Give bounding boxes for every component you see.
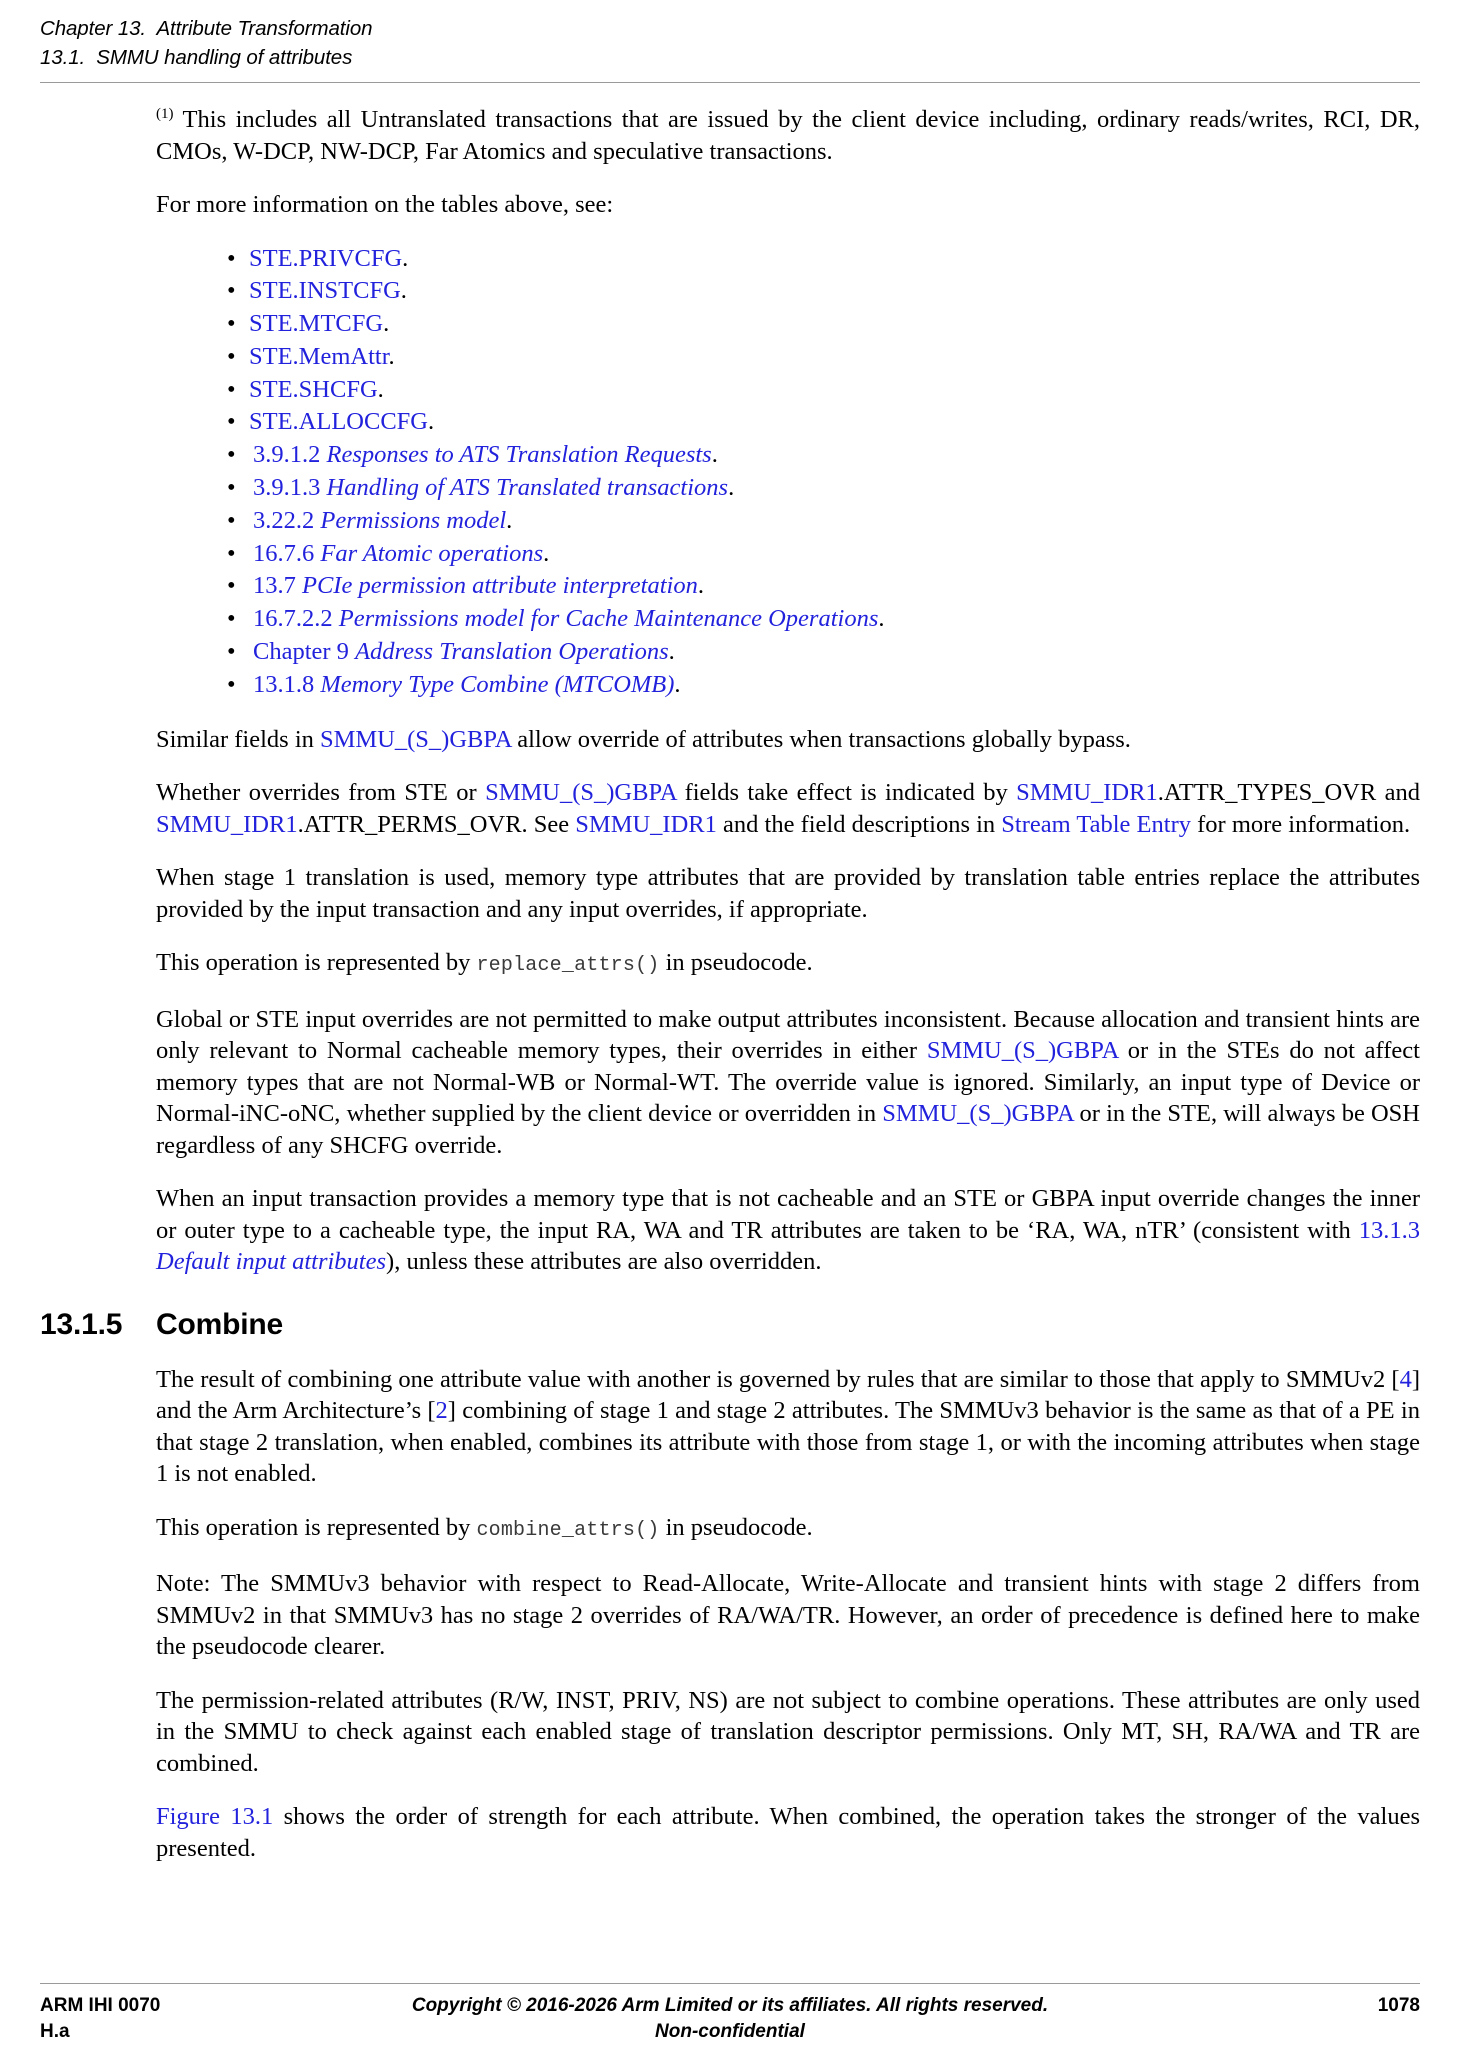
running-header [40, 14, 1420, 72]
list-item-suffix: . [377, 375, 384, 403]
text-segment: shows the order of strength for each attribute. When combined, the operation takes the stronger of the values presented. [156, 1803, 1421, 1862]
list-item-number[interactable]: 3.9.1.3 [253, 474, 321, 502]
text-segment: in pseudocode. [659, 949, 813, 977]
permission-attributes-paragraph: The permission-related attributes (R/W, INST, PRIV, NS) are not subject to combine operations. These attributes are only used in the SMMU to check against each enabled stage of translation descriptor permissions. Only MT, SH, RA/WA and TR are combined. [156, 1686, 1420, 1777]
list-item-title[interactable]: Responses to ATS Translation Requests [326, 441, 712, 469]
list-item-title[interactable]: Memory Type Combine (MTCOMB) [320, 670, 675, 698]
list-item-suffix: . [878, 605, 885, 633]
list-item[interactable] [40, 275, 1420, 308]
footnote-marker: (1) [156, 105, 174, 122]
combine-result-paragraph [40, 1364, 1420, 1490]
combine-note-paragraph: Note: The SMMUv3 behavior with respect to Read-Allocate, Write-Allocate and transient hints with stage 2 differs from SMMUv2 in that SMMUv3 has no stage 2 overrides of RA/WA/TR. However, an order of precedence is defined here to make the pseudocode clearer. [156, 1570, 1420, 1661]
list-item-link[interactable]: STE.MemAttr [249, 342, 389, 370]
whether-overrides-paragraph [40, 777, 1420, 840]
list-item-link[interactable]: STE.MTCFG [249, 310, 384, 338]
figure-reference-paragraph [40, 1801, 1420, 1864]
text-segment: for more information. [1191, 810, 1411, 838]
list-item[interactable] [40, 669, 1420, 702]
smmu-gbpa-link[interactable]: SMMU_(S_)GBPA [926, 1037, 1118, 1065]
header-chapter-line: Chapter 13. Attribute Transformation [40, 17, 373, 40]
list-item-suffix: . [728, 474, 735, 502]
list-item-number[interactable]: 13.7 [253, 572, 296, 600]
default-input-attributes-title[interactable]: Default input attributes [156, 1248, 387, 1276]
text-segment: and the field descriptions in [716, 810, 1002, 838]
section-number: 13.1.5 [40, 1307, 123, 1341]
replace-attrs-paragraph [40, 947, 1420, 982]
list-item[interactable] [40, 406, 1420, 439]
figure-13-1-link[interactable]: Figure 13.1 [156, 1803, 274, 1831]
similar-fields-paragraph [40, 724, 1420, 756]
text-segment: This operation is represented by [156, 949, 477, 977]
text-segment: or in the STEs do not affect memory types that are not Normal-WB or Normal-WT. The override value is ignored. Similarly, an input type of Device or Normal-iNC-oNC, whether supplied by the client device or overridden in [156, 1037, 1420, 1128]
reference-link-2[interactable]: 2 [435, 1397, 448, 1425]
list-item[interactable] [40, 505, 1420, 538]
list-item[interactable] [40, 603, 1420, 636]
text-segment: Whether overrides from STE or [156, 779, 486, 807]
bullet-icon: • [227, 605, 236, 633]
input-transaction-paragraph [40, 1183, 1420, 1278]
text-segment: fields take effect is indicated by [676, 779, 1017, 807]
bullet-icon: • [227, 539, 236, 567]
text-segment: .ATTR_PERMS_OVR. See [297, 810, 576, 838]
list-item-title[interactable]: Handling of ATS Translated transactions [326, 474, 729, 502]
list-item-suffix: . [674, 670, 681, 698]
list-item-suffix: . [388, 342, 395, 370]
bullet-icon: • [227, 408, 236, 436]
footnote-paragraph [40, 104, 1420, 167]
header-divider [40, 82, 1420, 83]
global-overrides-paragraph [40, 1004, 1420, 1162]
bullet-icon: • [227, 441, 236, 469]
list-item[interactable] [40, 570, 1420, 603]
list-item[interactable] [40, 439, 1420, 472]
list-item[interactable] [40, 243, 1420, 276]
list-item-number[interactable]: 3.9.1.2 [253, 441, 321, 469]
list-item[interactable] [40, 374, 1420, 407]
footer-doc-id: ARM IHI 0070 [40, 1995, 161, 2016]
footer-row-bottom [40, 2019, 1420, 2045]
footer-copyright: Copyright © 2016-2026 Arm Limited or its affiliates. All rights reserved. [411, 1995, 1049, 2016]
smmu-idr1-link[interactable]: SMMU_IDR1 [575, 810, 717, 838]
text-segment: ), unless these attributes are also overridden. [386, 1248, 822, 1276]
bullet-icon: • [227, 244, 236, 272]
section-heading-block [40, 1306, 1420, 1344]
text-segment: in pseudocode. [659, 1513, 813, 1541]
section-heading [40, 1306, 1420, 1344]
list-item-suffix: . [383, 310, 390, 338]
combine-attrs-paragraph [40, 1512, 1420, 1547]
text-segment: .ATTR_TYPES_OVR and [1157, 779, 1420, 807]
list-item-suffix: . [543, 539, 550, 567]
list-item[interactable] [40, 636, 1420, 669]
smmu-gbpa-link[interactable]: SMMU_(S_)GBPA [882, 1100, 1074, 1128]
list-item-suffix: . [711, 441, 718, 469]
bullet-icon: • [227, 474, 236, 502]
list-item-title[interactable]: Address Translation Operations [355, 638, 669, 666]
list-item[interactable] [40, 341, 1420, 374]
list-item-number[interactable]: 3.22.2 [253, 506, 315, 534]
smmu-idr1-link[interactable]: SMMU_IDR1 [1016, 779, 1158, 807]
list-item-title[interactable]: Permissions model [320, 506, 507, 534]
page-content [40, 104, 1420, 1864]
page-footer [40, 1993, 1420, 2045]
text-segment: or in the STE, will always be OSH regardless of any SHCFG override. [156, 1100, 1420, 1159]
default-input-attributes-number[interactable]: 13.1.3 [1358, 1216, 1420, 1244]
bullet-icon: • [227, 342, 236, 370]
smmu-gbpa-link[interactable]: SMMU_(S_)GBPA [320, 725, 512, 753]
footnote-text: This includes all Untranslated transactions that are issued by the client device including, ordinary reads/writes, RCI, DR, CMOs, W-DCP, NW-DCP, Far Atomics and speculative transactions. [156, 106, 1420, 165]
footer-row-top [40, 1993, 1420, 2019]
list-item-number[interactable]: 13.1.8 [253, 670, 315, 698]
cross-reference-list [40, 243, 1420, 702]
list-item-number[interactable]: 16.7.6 [253, 539, 315, 567]
text-segment: When an input transaction provides a memory type that is not cacheable and an STE or GBPA input override changes the inner or outer type to a cacheable type, the input RA, WA and TR attributes are taken to be ‘RA, WA, nTR’ (consistent with [156, 1185, 1420, 1244]
list-item-link[interactable]: STE.ALLOCCFG [249, 408, 429, 436]
combine-attrs-code: combine_attrs() [476, 1518, 660, 1542]
list-item-number[interactable]: Chapter 9 [253, 638, 349, 666]
list-item-suffix: . [668, 638, 675, 666]
list-item-title[interactable]: Far Atomic operations [320, 539, 544, 567]
list-item-title[interactable]: PCIe permission attribute interpretation [302, 572, 698, 600]
reference-link-4[interactable]: 4 [1399, 1365, 1412, 1393]
bullet-icon: • [227, 375, 236, 403]
bullet-icon: • [227, 638, 236, 666]
section-title: Combine [156, 1307, 283, 1341]
text-segment: Global or STE input overrides are not permitted to make output attributes inconsistent. Because allocation and transient hints are only relevant to Normal cacheable memory types, their overrides in either [156, 1005, 1420, 1065]
list-item-link[interactable]: STE.INSTCFG [249, 277, 401, 305]
text-segment: This operation is represented by [156, 1513, 477, 1541]
stream-table-entry-link[interactable]: Stream Table Entry [1001, 810, 1191, 838]
footer-page-number: 1078 [1377, 1995, 1420, 2016]
replace-attrs-code: replace_attrs() [476, 954, 660, 978]
header-section-line: 13.1. SMMU handling of attributes [40, 46, 353, 69]
text-segment: Similar fields in [156, 725, 320, 753]
list-item-title[interactable]: Permissions model for Cache Maintenance Operations [338, 605, 879, 633]
see-intro-paragraph: For more information on the tables above, see: [156, 191, 614, 218]
footer-divider [40, 1983, 1420, 1984]
list-item-suffix: . [506, 506, 513, 534]
bullet-icon: • [227, 572, 236, 600]
bullet-icon: • [227, 506, 236, 534]
list-item[interactable] [40, 538, 1420, 571]
bullet-icon: • [227, 670, 236, 698]
stage1-paragraph: When stage 1 translation is used, memory type attributes that are provided by translation table entries replace the attributes provided by the input transaction and any input overrides, if appropriate. [156, 864, 1420, 923]
text-segment: ] and the Arm Architecture’s [ [156, 1365, 1420, 1425]
smmu-gbpa-link[interactable]: SMMU_(S_)GBPA [485, 779, 677, 807]
list-item-number[interactable]: 16.7.2.2 [253, 605, 333, 633]
bullet-icon: • [227, 310, 236, 338]
list-item-suffix: . [428, 408, 435, 436]
list-item-link[interactable]: STE.SHCFG [249, 375, 378, 403]
list-item-suffix: . [697, 572, 704, 600]
list-item[interactable] [40, 308, 1420, 341]
footer-doc-revision: H.a [40, 2021, 70, 2042]
list-item[interactable] [40, 472, 1420, 505]
text-segment: The result of combining one attribute value with another is governed by rules that are similar to those that apply to SMMUv2 [ [156, 1365, 1400, 1393]
text-segment: allow override of attributes when transactions globally bypass. [511, 725, 1131, 753]
list-item-suffix: . [400, 277, 407, 305]
list-item-link[interactable]: STE.PRIVCFG [249, 244, 403, 272]
text-segment: ] combining of stage 1 and stage 2 attributes. The SMMUv3 behavior is the same as that of a PE in that stage 2 translation, when enabled, combines its attribute with those from stage 1, or with the incoming attributes when stage 1 is not enabled. [156, 1397, 1420, 1488]
bullet-icon: • [227, 277, 236, 305]
smmu-idr1-link[interactable]: SMMU_IDR1 [156, 810, 298, 838]
footer-confidentiality: Non-confidential [655, 2021, 805, 2042]
list-item-suffix: . [402, 244, 409, 272]
